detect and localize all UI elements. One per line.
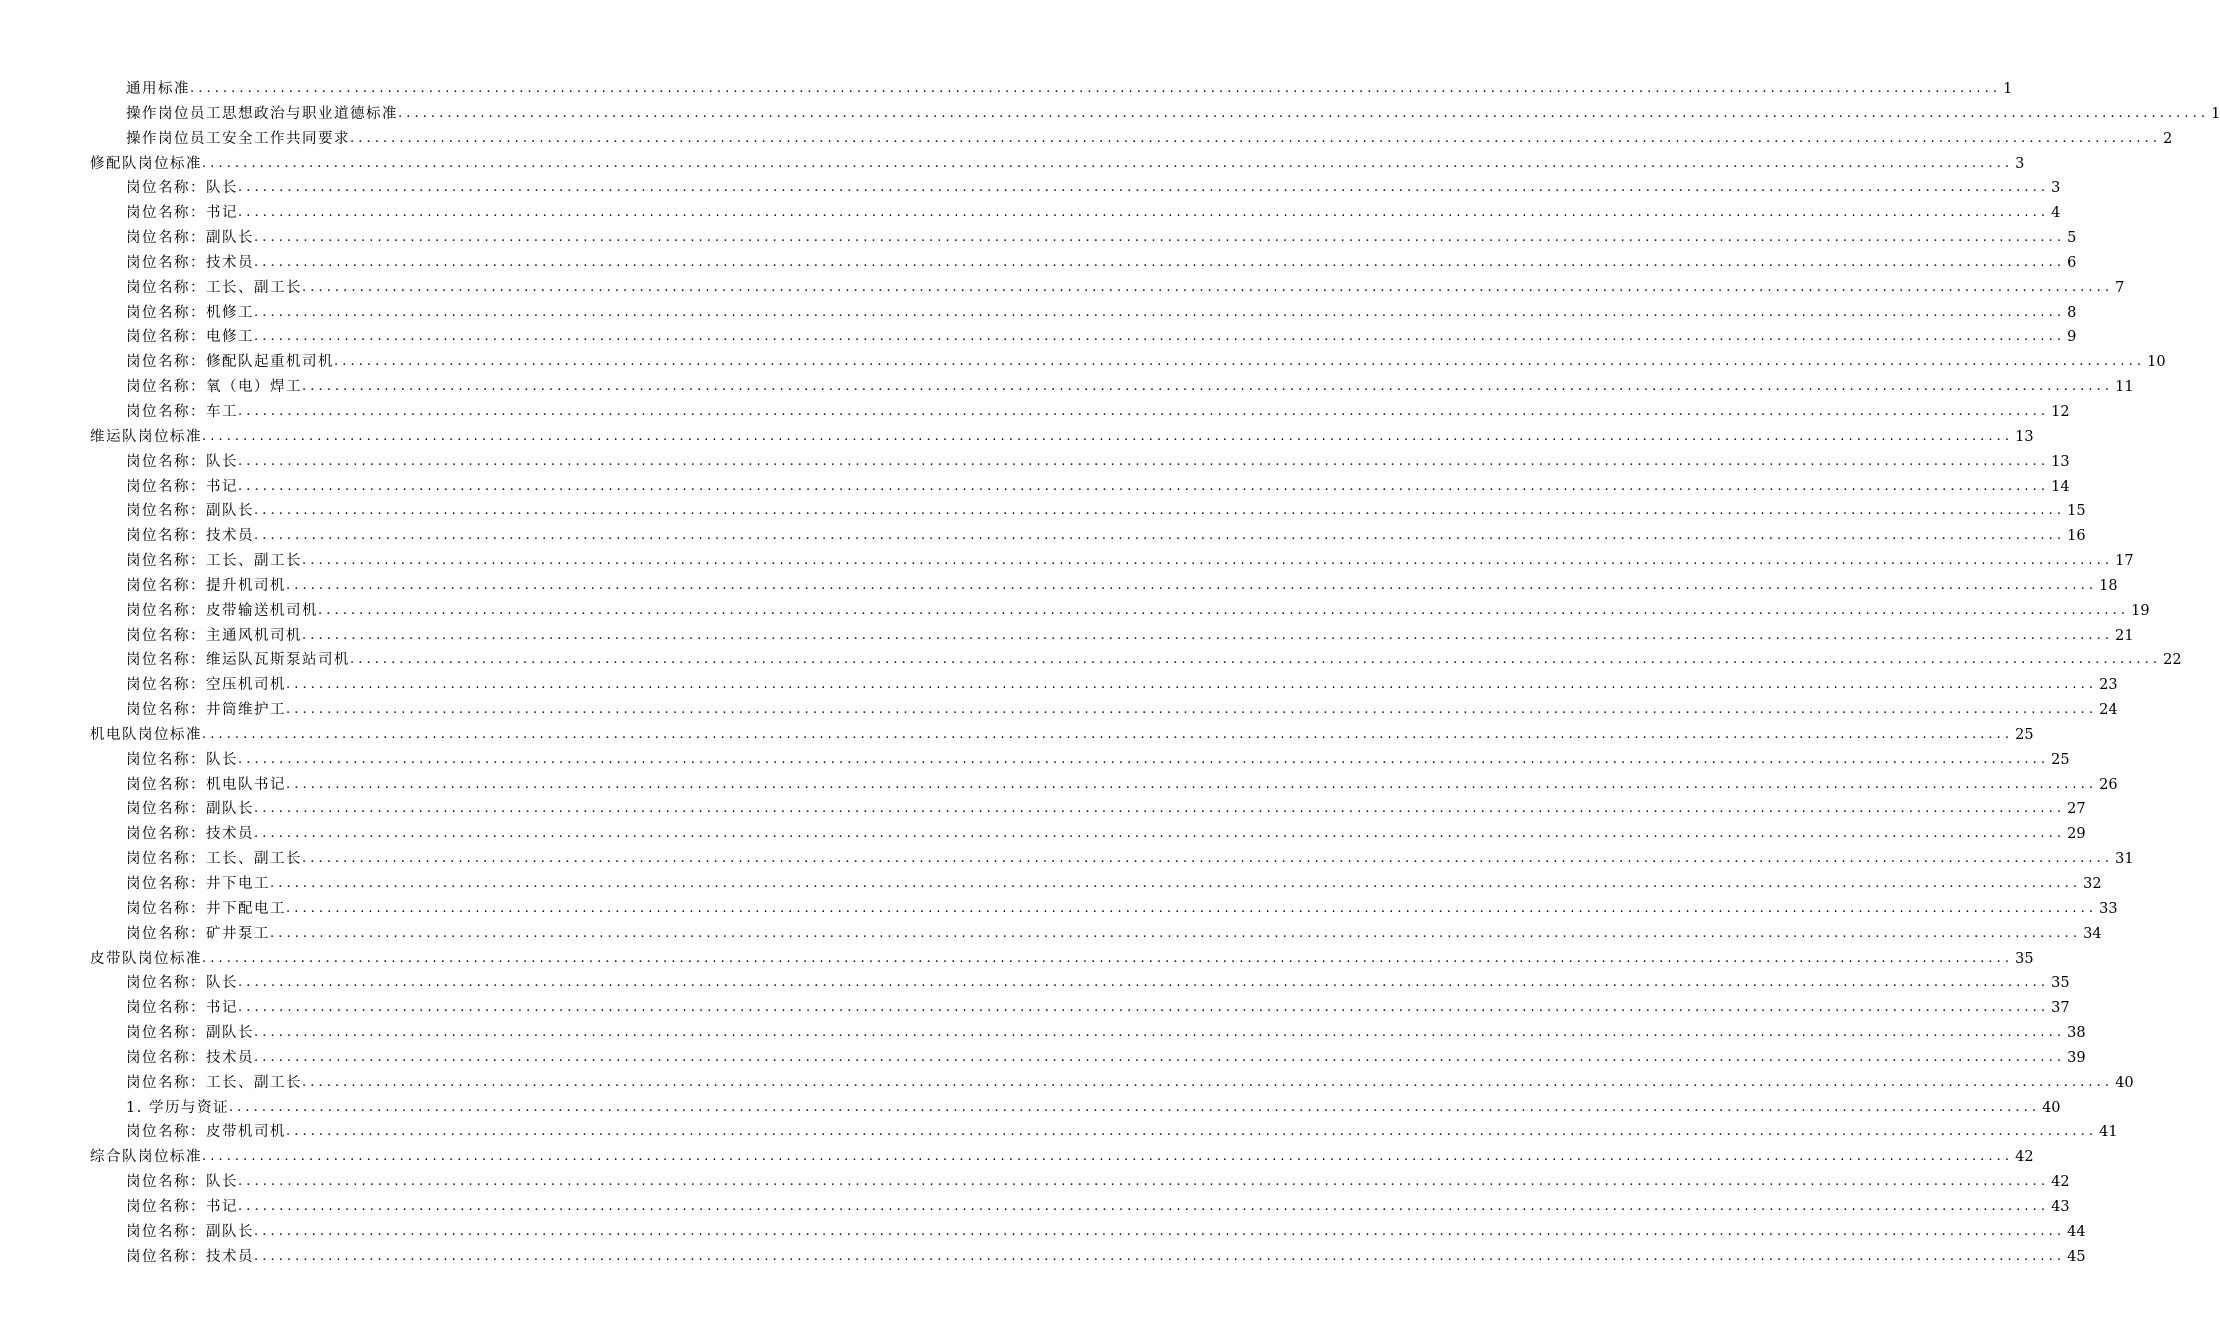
toc-entry-page-number: 4 — [2051, 205, 2061, 222]
toc-entry-page-number: 18 — [2099, 577, 2118, 594]
toc-entry-title: 岗位名称：副队长 — [126, 1025, 254, 1042]
toc-entry[interactable] — [0, 773, 2118, 798]
toc-dot-leader: ............................................................................................................................................................................................................................ — [228, 1099, 2041, 1115]
toc-dot-leader: ............................................................................................................................................................................................................................ — [334, 354, 2146, 370]
toc-entry-title: 岗位名称：皮带输送机司机 — [126, 602, 318, 619]
toc-dot-leader: ............................................................................................................................................................................................................................ — [286, 900, 2098, 916]
toc-dot-leader: ............................................................................................................................................................................................................................ — [202, 155, 2014, 171]
toc-dot-leader: ............................................................................................................................................................................................................................ — [238, 403, 2050, 419]
toc-entry[interactable] — [0, 77, 2013, 102]
toc-entry-page-number: 5 — [2067, 230, 2077, 247]
toc-entry-page-number: 11 — [2115, 379, 2134, 396]
toc-entry[interactable] — [0, 847, 2134, 872]
toc-entry-page-number: 40 — [2042, 1099, 2061, 1116]
toc-dot-leader: ............................................................................................................................................................................................................................ — [238, 1174, 2050, 1190]
toc-entry[interactable] — [0, 624, 2134, 649]
toc-entry-title: 岗位名称：提升机司机 — [126, 577, 286, 594]
toc-entry[interactable] — [0, 673, 2118, 698]
toc-entry-page-number: 34 — [2083, 925, 2102, 942]
toc-entry-title: 岗位名称：技术员 — [126, 528, 254, 545]
toc-dot-leader: ............................................................................................................................................................................................................................ — [270, 925, 2082, 941]
toc-entry-title: 皮带队岗位标准 — [90, 950, 202, 967]
toc-entry-page-number: 13 — [2015, 428, 2034, 445]
toc-entry-title: 岗位名称：队长 — [126, 975, 238, 992]
toc-entry-page-number: 21 — [2115, 627, 2134, 644]
toc-entry-title: 岗位名称：技术员 — [126, 826, 254, 843]
toc-entry[interactable] — [0, 201, 2061, 226]
toc-dot-leader: ............................................................................................................................................................................................................................ — [202, 428, 2014, 444]
toc-entry-page-number: 1 — [2211, 105, 2220, 122]
toc-dot-leader: ............................................................................................................................................................................................................................ — [254, 503, 2066, 519]
toc-entry[interactable] — [0, 1170, 2070, 1195]
toc-entry-title: 机电队岗位标准 — [90, 726, 202, 743]
toc-entry[interactable] — [0, 475, 2070, 500]
toc-entry[interactable] — [0, 996, 2070, 1021]
toc-dot-leader: ............................................................................................................................................................................................................................ — [254, 230, 2066, 246]
toc-entry[interactable] — [0, 574, 2118, 599]
toc-dot-leader: ............................................................................................................................................................................................................................ — [202, 726, 2014, 742]
toc-entry-title: 岗位名称：修配队起重机司机 — [126, 354, 334, 371]
toc-entry-title: 岗位名称：书记 — [126, 1198, 238, 1215]
toc-entry[interactable] — [0, 524, 2086, 549]
toc-entry[interactable] — [0, 1021, 2086, 1046]
toc-entry-title: 岗位名称：矿井泵工 — [126, 925, 270, 942]
toc-entry-page-number: 3 — [2051, 180, 2061, 197]
toc-entry-title: 岗位名称：皮带机司机 — [126, 1124, 286, 1141]
toc-entry-title: 岗位名称：维运队瓦斯泵站司机 — [126, 652, 350, 669]
toc-dot-leader: ............................................................................................................................................................................................................................ — [286, 677, 2098, 693]
toc-entry[interactable] — [0, 176, 2061, 201]
toc-dot-leader: ............................................................................................................................................................................................................................ — [254, 304, 2066, 320]
toc-dot-leader: ............................................................................................................................................................................................................................ — [302, 279, 2114, 295]
toc-entry-title: 岗位名称：队长 — [126, 180, 238, 197]
toc-entry-title: 岗位名称：队长 — [126, 751, 238, 768]
toc-dot-leader: ............................................................................................................................................................................................................................ — [238, 180, 2050, 196]
toc-dot-leader: ............................................................................................................................................................................................................................ — [254, 254, 2066, 270]
toc-entry-page-number: 12 — [2051, 403, 2070, 420]
toc-section-entry[interactable] — [0, 1145, 2034, 1170]
toc-entry[interactable] — [0, 1120, 2118, 1145]
toc-entry-title: 岗位名称：副队长 — [126, 230, 254, 247]
toc-dot-leader: ............................................................................................................................................................................................................................ — [350, 652, 2162, 668]
toc-entry-title: 岗位名称：副队长 — [126, 801, 254, 818]
toc-entry-title: 岗位名称：书记 — [126, 1000, 238, 1017]
toc-entry[interactable] — [0, 1195, 2070, 1220]
toc-dot-leader: ............................................................................................................................................................................................................................ — [202, 950, 2014, 966]
toc-entry-page-number: 7 — [2115, 279, 2125, 296]
toc-dot-leader: ............................................................................................................................................................................................................................ — [302, 379, 2114, 395]
toc-dot-leader: ............................................................................................................................................................................................................................ — [302, 553, 2114, 569]
toc-entry[interactable] — [0, 226, 2077, 251]
toc-entry[interactable] — [0, 822, 2086, 847]
toc-entry-title: 岗位名称：机电队书记 — [126, 776, 286, 793]
toc-dot-leader: ............................................................................................................................................................................................................................ — [270, 876, 2082, 891]
toc-entry-page-number: 41 — [2099, 1124, 2118, 1141]
toc-entry-title: 岗位名称：机修工 — [126, 304, 254, 321]
toc-dot-leader: ............................................................................................................................................................................................................................ — [238, 478, 2050, 494]
toc-entry-title: 岗位名称：井下电工 — [126, 876, 270, 892]
toc-dot-leader: ............................................................................................................................................................................................................................ — [254, 1025, 2066, 1041]
toc-entry-title: 岗位名称：队长 — [126, 453, 238, 470]
toc-entry[interactable] — [0, 301, 2077, 326]
toc-entry-page-number: 25 — [2051, 751, 2070, 768]
toc-entry[interactable] — [0, 325, 2077, 350]
toc-entry[interactable] — [0, 549, 2134, 574]
toc-entry-page-number: 13 — [2051, 453, 2070, 470]
toc-entry-title: 岗位名称：书记 — [126, 205, 238, 222]
toc-dot-leader: ............................................................................................................................................................................................................................ — [254, 1248, 2066, 1264]
toc-entry[interactable] — [0, 1245, 2086, 1270]
toc-section-entry[interactable] — [0, 425, 2034, 450]
toc-section-entry[interactable] — [0, 152, 2025, 177]
toc-entry[interactable] — [0, 350, 2166, 375]
toc-entry-title: 岗位名称：车工 — [126, 403, 238, 420]
toc-entry-page-number: 37 — [2051, 1000, 2070, 1017]
toc-dot-leader: ............................................................................................................................................................................................................................ — [238, 1198, 2050, 1214]
toc-dot-leader: ............................................................................................................................................................................................................................ — [286, 577, 2098, 593]
toc-entry[interactable] — [0, 400, 2070, 425]
toc-dot-leader: ............................................................................................................................................................................................................................ — [190, 81, 2002, 96]
toc-entry-title: 操作岗位员工思想政治与职业道德标准 — [126, 105, 398, 122]
toc-entry-page-number: 39 — [2067, 1049, 2086, 1066]
toc-entry-page-number: 14 — [2051, 478, 2070, 495]
toc-entry-page-number: 8 — [2067, 304, 2077, 321]
toc-entry-title: 岗位名称：工长、副工长 — [126, 851, 302, 868]
toc-entry-title: 岗位名称：书记 — [126, 478, 238, 495]
toc-section-entry[interactable] — [0, 947, 2034, 972]
toc-dot-leader: ............................................................................................................................................................................................................................ — [350, 130, 2162, 146]
toc-dot-leader: ............................................................................................................................................................................................................................ — [238, 1000, 2050, 1016]
toc-entry-page-number: 45 — [2067, 1248, 2086, 1265]
toc-entry-title: 岗位名称：工长、副工长 — [126, 279, 302, 296]
table-of-contents — [0, 77, 2220, 1270]
toc-entry-title: 岗位名称：主通风机司机 — [126, 627, 302, 644]
toc-entry-title: 操作岗位员工安全工作共同要求 — [126, 130, 350, 147]
toc-entry-title: 岗位名称：工长、副工长 — [126, 553, 302, 570]
toc-entry-page-number: 22 — [2163, 652, 2182, 669]
toc-dot-leader: ............................................................................................................................................................................................................................ — [254, 801, 2066, 817]
toc-entry-title: 岗位名称：技术员 — [126, 1049, 254, 1066]
toc-entry[interactable] — [0, 648, 2182, 673]
toc-dot-leader: ............................................................................................................................................................................................................................ — [254, 826, 2066, 842]
toc-entry-page-number: 27 — [2067, 801, 2086, 818]
toc-entry-page-number: 35 — [2015, 950, 2034, 967]
toc-entry[interactable] — [0, 748, 2070, 773]
toc-entry[interactable] — [0, 797, 2086, 822]
toc-entry-title: 岗位名称：井下配电工 — [126, 900, 286, 917]
toc-entry[interactable] — [0, 922, 2102, 947]
toc-dot-leader: ............................................................................................................................................................................................................................ — [254, 528, 2066, 544]
toc-dot-leader: ............................................................................................................................................................................................................................ — [318, 602, 2130, 618]
toc-entry-title: 岗位名称：氧（电）焊工 — [126, 379, 302, 396]
toc-entry-title: 岗位名称：技术员 — [126, 1248, 254, 1265]
toc-entry[interactable] — [0, 599, 2150, 624]
toc-entry-page-number: 38 — [2067, 1025, 2086, 1042]
toc-entry-page-number: 32 — [2083, 876, 2102, 892]
toc-dot-leader: ............................................................................................................................................................................................................................ — [238, 453, 2050, 469]
toc-entry[interactable] — [0, 1071, 2134, 1096]
toc-entry[interactable] — [0, 102, 2220, 127]
toc-entry-page-number: 2 — [2163, 130, 2173, 147]
toc-entry[interactable] — [0, 276, 2125, 301]
toc-entry-title: 岗位名称：工长、副工长 — [126, 1074, 302, 1091]
toc-entry[interactable] — [0, 872, 2102, 897]
toc-entry-page-number: 40 — [2115, 1074, 2134, 1091]
toc-entry-page-number: 9 — [2067, 329, 2077, 346]
toc-dot-leader: ............................................................................................................................................................................................................................ — [254, 1223, 2066, 1239]
toc-section-entry[interactable] — [0, 723, 2034, 748]
toc-entry-title: 岗位名称：井筒维护工 — [126, 702, 286, 719]
toc-entry-title: 修配队岗位标准 — [90, 155, 202, 172]
toc-entry[interactable] — [0, 971, 2070, 996]
toc-entry-page-number: 16 — [2067, 528, 2086, 545]
toc-entry-page-number: 15 — [2067, 503, 2086, 520]
toc-entry-title: 通用标准 — [126, 81, 190, 97]
toc-entry[interactable] — [0, 897, 2118, 922]
toc-entry-page-number: 1 — [2003, 81, 2013, 97]
toc-entry-page-number: 35 — [2051, 975, 2070, 992]
toc-dot-leader: ............................................................................................................................................................................................................................ — [302, 627, 2114, 643]
toc-entry-title: 岗位名称：副队长 — [126, 1223, 254, 1240]
toc-entry-page-number: 44 — [2067, 1223, 2086, 1240]
toc-entry[interactable] — [0, 1096, 2061, 1121]
toc-dot-leader: ............................................................................................................................................................................................................................ — [238, 205, 2050, 221]
toc-dot-leader: ............................................................................................................................................................................................................................ — [286, 702, 2098, 718]
toc-entry[interactable] — [0, 450, 2070, 475]
toc-dot-leader: ............................................................................................................................................................................................................................ — [286, 1124, 2098, 1140]
toc-entry-title: 综合队岗位标准 — [90, 1149, 202, 1166]
toc-entry-page-number: 17 — [2115, 553, 2134, 570]
toc-entry[interactable] — [0, 251, 2077, 276]
toc-entry[interactable] — [0, 1220, 2086, 1245]
toc-entry-page-number: 6 — [2067, 254, 2077, 271]
toc-entry-title: 岗位名称：空压机司机 — [126, 677, 286, 694]
toc-entry[interactable] — [0, 375, 2134, 400]
toc-entry-page-number: 25 — [2015, 726, 2034, 743]
toc-entry-title: 岗位名称：队长 — [126, 1174, 238, 1191]
toc-dot-leader: ............................................................................................................................................................................................................................ — [254, 329, 2066, 345]
toc-dot-leader: ............................................................................................................................................................................................................................ — [302, 1074, 2114, 1090]
toc-dot-leader: ............................................................................................................................................................................................................................ — [398, 105, 2210, 121]
toc-entry[interactable] — [0, 698, 2118, 723]
toc-dot-leader: ............................................................................................................................................................................................................................ — [286, 776, 2098, 792]
toc-dot-leader: ............................................................................................................................................................................................................................ — [202, 1149, 2014, 1165]
toc-entry-title: 岗位名称：电修工 — [126, 329, 254, 346]
toc-entry-page-number: 29 — [2067, 826, 2086, 843]
toc-entry-page-number: 10 — [2147, 354, 2166, 371]
toc-entry-page-number: 23 — [2099, 677, 2118, 694]
toc-entry-page-number: 31 — [2115, 851, 2134, 868]
toc-entry-title: 维运队岗位标准 — [90, 428, 202, 445]
toc-entry[interactable] — [0, 499, 2086, 524]
toc-entry-page-number: 26 — [2099, 776, 2118, 793]
toc-dot-leader: ............................................................................................................................................................................................................................ — [238, 751, 2050, 767]
toc-dot-leader: ............................................................................................................................................................................................................................ — [238, 975, 2050, 991]
toc-entry-page-number: 19 — [2131, 602, 2150, 619]
toc-entry[interactable] — [0, 127, 2173, 152]
toc-entry-page-number: 33 — [2099, 900, 2118, 917]
toc-entry-page-number: 42 — [2051, 1174, 2070, 1191]
toc-dot-leader: ............................................................................................................................................................................................................................ — [302, 851, 2114, 867]
toc-entry-title: 1. 学历与资证 — [126, 1099, 229, 1116]
toc-entry-page-number: 24 — [2099, 702, 2118, 719]
toc-entry-title: 岗位名称：副队长 — [126, 503, 254, 520]
toc-dot-leader: ............................................................................................................................................................................................................................ — [254, 1049, 2066, 1065]
toc-entry-page-number: 43 — [2051, 1198, 2070, 1215]
toc-entry[interactable] — [0, 1046, 2086, 1071]
toc-entry-page-number: 42 — [2015, 1149, 2034, 1166]
toc-entry-page-number: 3 — [2015, 155, 2025, 172]
toc-entry-title: 岗位名称：技术员 — [126, 254, 254, 271]
